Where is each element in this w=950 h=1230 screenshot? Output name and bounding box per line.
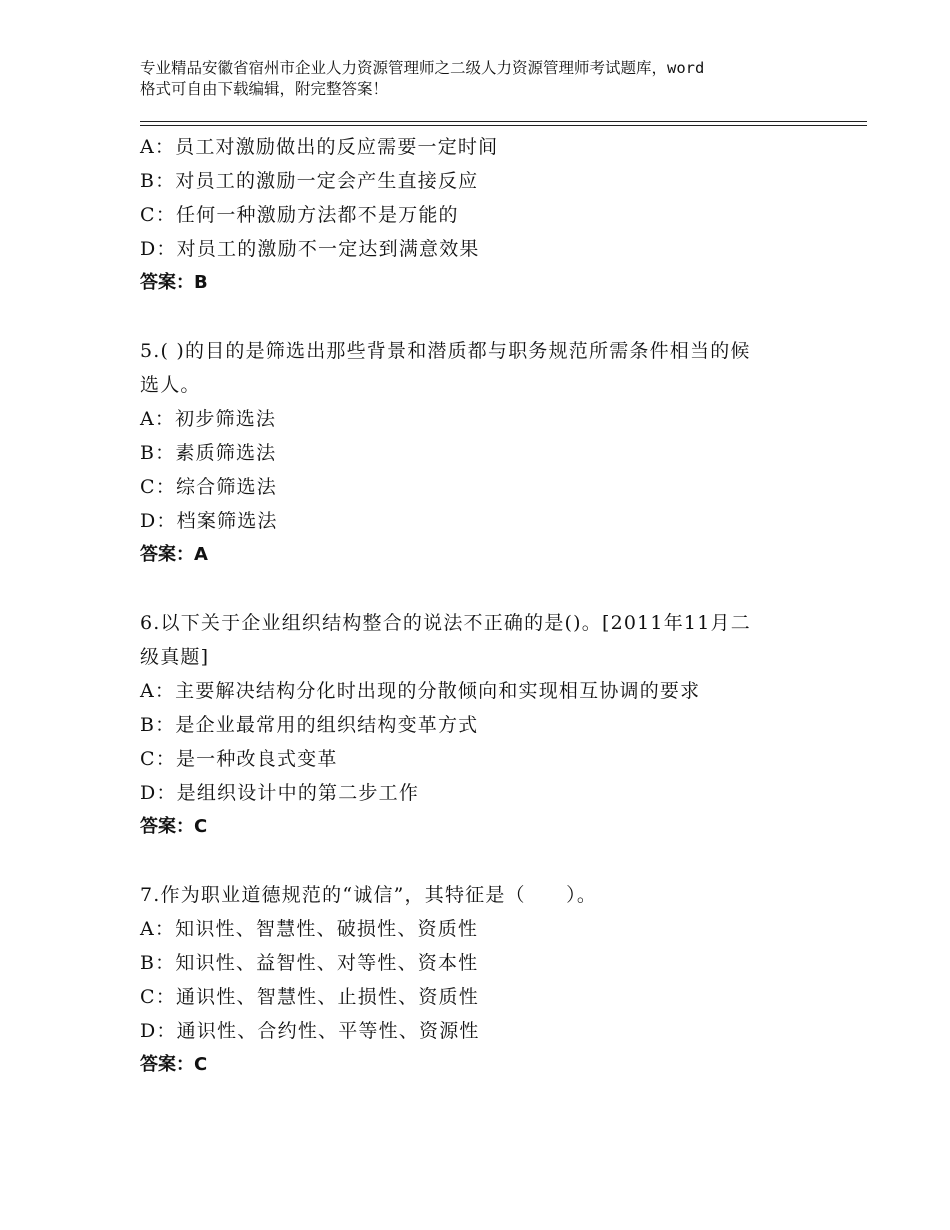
question-6 (140, 606, 820, 844)
header-line-2: 格式可自由下载编辑，附完整答案！ (140, 80, 389, 98)
option-a: A：员工对激励做出的反应需要一定时间 (140, 136, 499, 158)
spacer (140, 572, 820, 606)
answer: 答案：B (140, 272, 208, 293)
question-4 (140, 130, 820, 300)
option-c: C：是一种改良式变革 (140, 748, 338, 770)
option-d: D：档案筛选法 (140, 510, 278, 532)
answer: 答案：C (140, 816, 208, 837)
header-line-1: 专业精品安徽省宿州市企业人力资源管理师之二级人力资源管理师考试题库，word (140, 59, 705, 77)
question-stem-line-2: 选人。 (140, 374, 201, 396)
question-5 (140, 334, 820, 572)
option-b: B：是企业最常用的组织结构变革方式 (140, 714, 479, 736)
question-7 (140, 878, 820, 1082)
document-body (140, 130, 820, 1082)
answer: 答案：C (140, 1054, 208, 1075)
question-stem: 7.作为职业道德规范的“诚信”，其特征是（ ）。 (140, 884, 598, 906)
answer: 答案：A (140, 544, 208, 565)
option-d: D：是组织设计中的第二步工作 (140, 782, 420, 804)
option-b: B：素质筛选法 (140, 442, 277, 464)
option-b: B：知识性、益智性、对等性、资本性 (140, 952, 479, 974)
header-rule-top (140, 121, 867, 122)
document-header (140, 58, 830, 100)
question-stem-line-1: 5.( )的目的是筛选出那些背景和潜质都与职务规范所需条件相当的候 (140, 340, 751, 362)
option-c: C：综合筛选法 (140, 476, 277, 498)
option-c: C：通识性、智慧性、止损性、资质性 (140, 986, 479, 1008)
spacer (140, 300, 820, 334)
option-d: D：对员工的激励不一定达到满意效果 (140, 238, 480, 260)
option-a: A：初步筛选法 (140, 408, 277, 430)
option-a: A：知识性、智慧性、破损性、资质性 (140, 918, 479, 940)
option-a: A：主要解决结构分化时出现的分散倾向和实现相互协调的要求 (140, 680, 701, 702)
header-rule-bottom (140, 125, 867, 126)
question-stem-line-2: 级真题] (140, 646, 210, 668)
spacer (140, 844, 820, 878)
option-c: C：任何一种激励方法都不是万能的 (140, 204, 459, 226)
question-stem-line-1: 6.以下关于企业组织结构整合的说法不正确的是()。[2011年11月二 (140, 612, 751, 634)
option-b: B：对员工的激励一定会产生直接反应 (140, 170, 479, 192)
option-d: D：通识性、合约性、平等性、资源性 (140, 1020, 480, 1042)
